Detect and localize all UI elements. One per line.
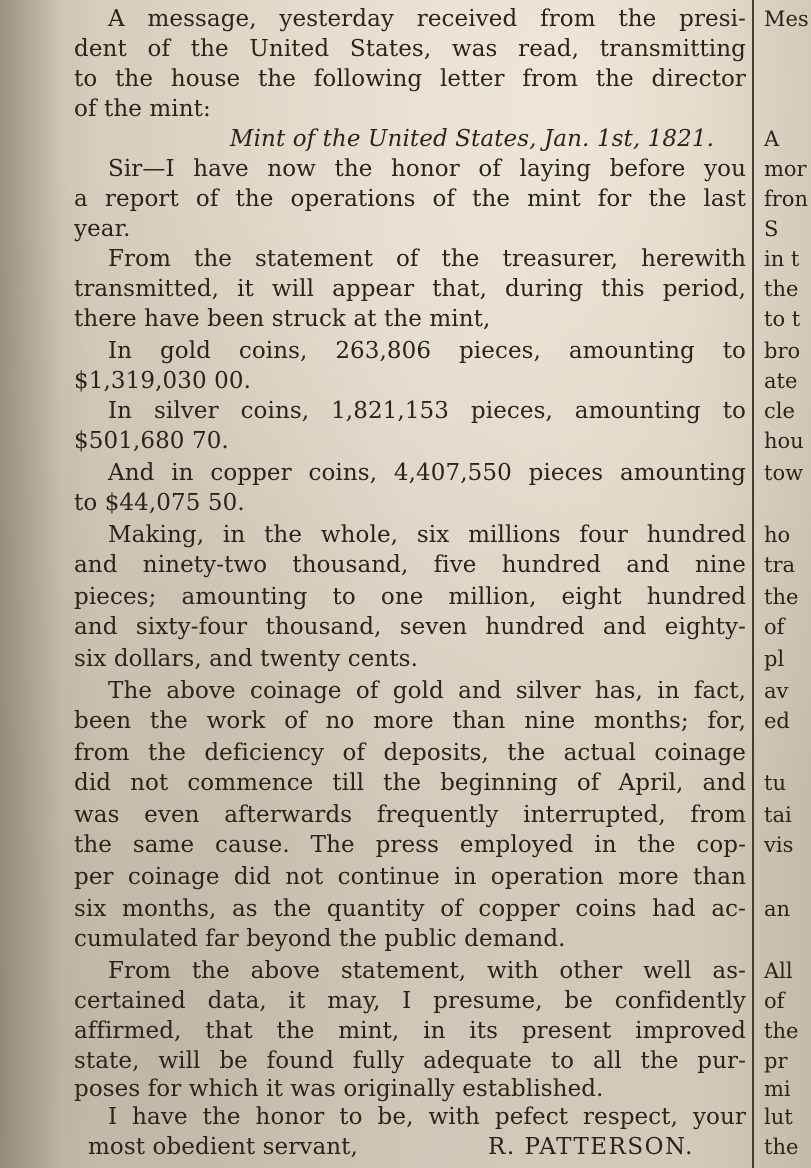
text-line: pieces; amounting to one million, eight hundred bbox=[74, 584, 746, 610]
column-fragment-text: hou bbox=[764, 429, 804, 453]
column-fragment-text: pr bbox=[764, 1049, 788, 1073]
text-line: And in copper coins, 4,407,550 pieces amounting bbox=[108, 460, 746, 486]
signature-line bbox=[74, 1132, 760, 1162]
column-fragment-text: vis bbox=[764, 833, 794, 857]
text-line: From the above statement, with other well as- bbox=[108, 958, 746, 984]
text-line: of the mint: bbox=[74, 96, 211, 122]
signature-name: R. PATTERSON. bbox=[488, 1134, 694, 1160]
column-rule bbox=[752, 0, 754, 1168]
column-fragment-text: S bbox=[764, 217, 779, 241]
text-line: cumulated far beyond the public demand. bbox=[74, 926, 566, 952]
text-line: From the statement of the treasurer, herewith bbox=[108, 246, 746, 272]
text-line: Sir—I have now the honor of laying before you bbox=[108, 156, 746, 182]
column-fragment-text: cle bbox=[764, 399, 795, 423]
text-line: The above coinage of gold and silver has, in fact, bbox=[108, 678, 746, 704]
column-fragment-text: Mes bbox=[764, 7, 809, 31]
column-fragment-text: ho bbox=[764, 523, 791, 547]
column-fragment-text: tow bbox=[764, 461, 804, 485]
column-fragment-text: the bbox=[764, 585, 799, 609]
column-fragment-text: tai bbox=[764, 803, 792, 827]
column-fragment-text: All bbox=[764, 959, 793, 983]
text-line: was even afterwards frequently interrupted, from bbox=[74, 802, 746, 828]
text-line: I have the honor to be, with pefect respect, your bbox=[108, 1104, 746, 1130]
text-line: poses for which it was originally established. bbox=[74, 1076, 604, 1102]
column-fragment-text: tra bbox=[764, 553, 795, 577]
text-line: been the work of no more than nine months; for, bbox=[74, 708, 746, 734]
column-fragment-text: to t bbox=[764, 307, 801, 331]
text-line: from the deficiency of deposits, the actual coinage bbox=[74, 740, 746, 766]
column-fragment-text: av bbox=[764, 679, 789, 703]
column-fragment-text: fron bbox=[764, 187, 808, 211]
column-fragment-text: mor bbox=[764, 157, 807, 181]
text-line: dent of the United States, was read, transmitting bbox=[74, 36, 746, 62]
text-line: certained data, it may, I presume, be confidently bbox=[74, 988, 746, 1014]
text-line: affirmed, that the mint, in its present improved bbox=[74, 1018, 746, 1044]
column-fragment-text: an bbox=[764, 897, 791, 921]
column-fragment-text: in t bbox=[764, 247, 800, 271]
column-fragment-text: A bbox=[764, 127, 780, 151]
page-shadow bbox=[0, 0, 60, 1168]
text-line: per coinage did not continue in operation more than bbox=[74, 864, 746, 890]
column-fragment-text: mi bbox=[764, 1077, 791, 1101]
text-line: to the house the following letter from the director bbox=[74, 66, 746, 92]
column-fragment-text: the bbox=[764, 277, 799, 301]
column-fragment-text: bro bbox=[764, 339, 801, 363]
adjacent-column-fragment bbox=[760, 2, 811, 1168]
closing-text: most obedient servant, bbox=[88, 1134, 358, 1160]
text-line: a report of the operations of the mint for the last bbox=[74, 186, 746, 212]
text-line: and sixty-four thousand, seven hundred and eighty- bbox=[74, 614, 746, 640]
text-line: In gold coins, 263,806 pieces, amounting to bbox=[108, 338, 746, 364]
column-fragment-text: the bbox=[764, 1135, 799, 1159]
column-fragment-text: ate bbox=[764, 369, 798, 393]
text-line: Making, in the whole, six millions four hundred bbox=[108, 522, 746, 548]
text-line: six months, as the quantity of copper coins had ac- bbox=[74, 896, 746, 922]
column-fragment-text: lut bbox=[764, 1105, 793, 1129]
text-line: the same cause. The press employed in the cop- bbox=[74, 832, 746, 858]
column-fragment-text: the bbox=[764, 1019, 799, 1043]
text-line: transmitted, it will appear that, during this period, bbox=[74, 276, 746, 302]
text-line: did not commence till the beginning of April, and bbox=[74, 770, 746, 796]
text-line: year. bbox=[74, 216, 131, 242]
text-line: In silver coins, 1,821,153 pieces, amounting to bbox=[108, 398, 746, 424]
text-line: and ninety-two thousand, five hundred and nine bbox=[74, 552, 746, 578]
column-fragment-text: of bbox=[764, 615, 785, 639]
text-line: there have been struck at the mint, bbox=[74, 306, 491, 332]
column-fragment-text: pl bbox=[764, 647, 785, 671]
text-line: $1,319,030 00. bbox=[74, 368, 251, 394]
text-line: $501,680 70. bbox=[74, 428, 229, 454]
column-fragment-text: ed bbox=[764, 709, 790, 733]
text-line: state, will be found fully adequate to all the pur- bbox=[74, 1048, 746, 1074]
text-line: A message, yesterday received from the presi- bbox=[108, 6, 746, 32]
column-fragment-text: tu bbox=[764, 771, 786, 795]
letter-dateline: Mint of the United States, Jan. 1st, 1821. bbox=[229, 126, 714, 152]
text-line: to $44,075 50. bbox=[74, 490, 245, 516]
text-line: six dollars, and twenty cents. bbox=[74, 646, 418, 672]
column-fragment-text: of bbox=[764, 989, 785, 1013]
